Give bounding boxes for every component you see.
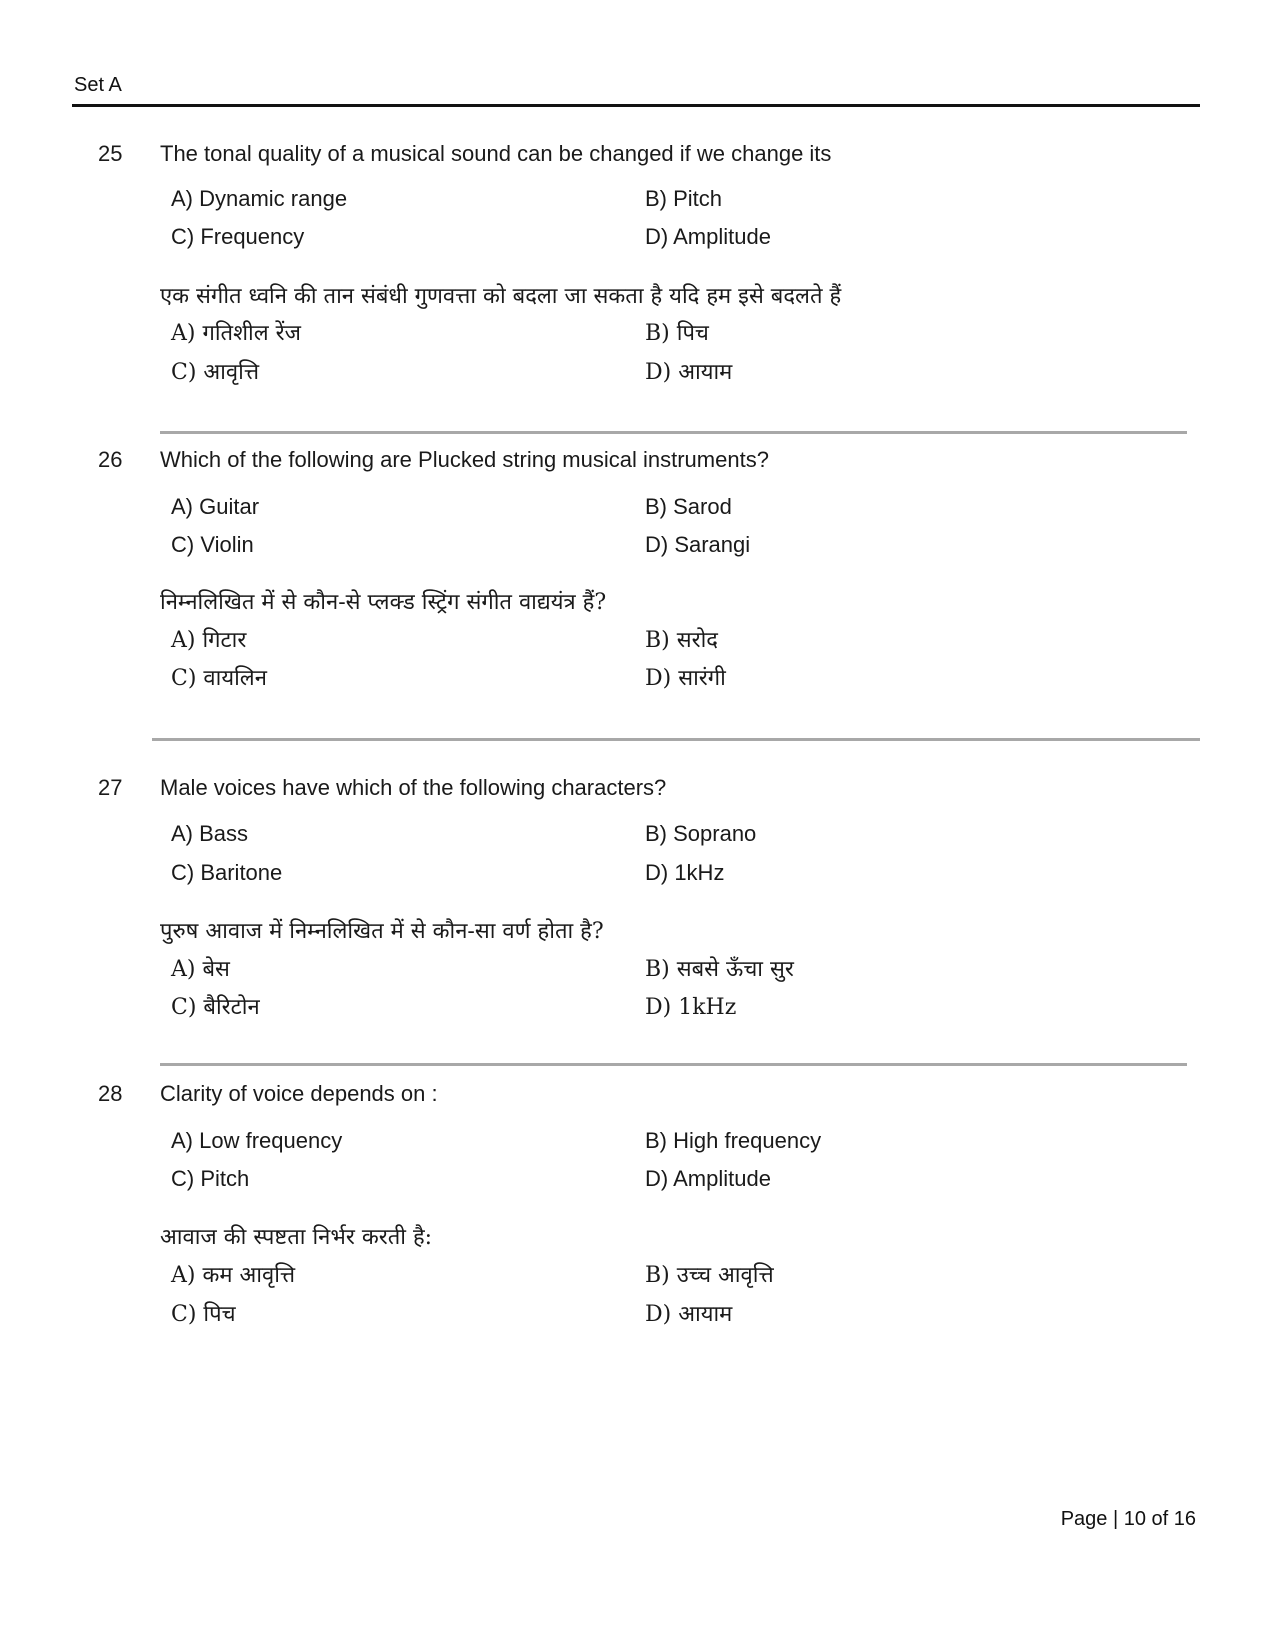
option-d-hi: D) 1kHz bbox=[645, 995, 737, 1020]
option-b-en: B) Sarod bbox=[645, 494, 732, 519]
option-d-en: D) Amplitude bbox=[645, 1166, 771, 1191]
option-d-hi: D) सारंगी bbox=[645, 666, 726, 691]
option-c-hi: C) आवृत्ति bbox=[171, 360, 260, 385]
question-text-en: Male voices have which of the following characters? bbox=[160, 775, 667, 800]
question-text-hi: आवाज की स्पष्टता निर्भर करती है: bbox=[160, 1225, 433, 1250]
option-c-hi: C) पिच bbox=[171, 1302, 236, 1327]
option-b-hi: B) सरोद bbox=[645, 628, 718, 653]
question-number: 27 bbox=[98, 775, 123, 800]
option-c-en: C) Baritone bbox=[171, 860, 283, 885]
option-c-hi: C) वायलिन bbox=[171, 666, 267, 691]
option-a-hi: A) गतिशील रेंज bbox=[171, 321, 301, 346]
option-b-hi: B) उच्च आवृत्ति bbox=[645, 1263, 774, 1288]
option-a-en: A) Bass bbox=[171, 821, 249, 846]
question-number: 25 bbox=[98, 141, 123, 166]
option-b-hi: B) सबसे ऊँचा सुर bbox=[645, 957, 794, 982]
option-d-hi: D) आयाम bbox=[645, 360, 733, 385]
question-text-en: The tonal quality of a musical sound can be changed if we change its bbox=[160, 141, 832, 166]
option-d-en: D) Amplitude bbox=[645, 224, 771, 249]
option-d-hi: D) आयाम bbox=[645, 1302, 733, 1327]
question-text-hi: निम्नलिखित में से कौन-से प्लक्ड स्ट्रिंग संगीत वाद्ययंत्र हैं? bbox=[160, 590, 607, 615]
option-d-en: D) Sarangi bbox=[645, 532, 751, 557]
option-b-hi: B) पिच bbox=[645, 321, 709, 346]
option-a-hi: A) बेस bbox=[171, 957, 230, 982]
question-separator bbox=[160, 1063, 1187, 1066]
option-a-en: A) Guitar bbox=[171, 494, 260, 519]
option-a-en: A) Dynamic range bbox=[171, 186, 348, 211]
option-c-en: C) Pitch bbox=[171, 1166, 250, 1191]
option-b-en: B) High frequency bbox=[645, 1128, 822, 1153]
page-number: Page | 10 of 16 bbox=[1060, 1508, 1196, 1530]
option-d-en: D) 1kHz bbox=[645, 860, 725, 885]
option-c-en: C) Violin bbox=[171, 532, 254, 557]
option-b-en: B) Soprano bbox=[645, 821, 757, 846]
question-number: 28 bbox=[98, 1081, 123, 1106]
question-separator bbox=[152, 738, 1200, 741]
question-separator bbox=[160, 431, 1187, 434]
option-a-en: A) Low frequency bbox=[171, 1128, 343, 1153]
question-text-en: Which of the following are Plucked string musical instruments? bbox=[160, 447, 769, 472]
option-b-en: B) Pitch bbox=[645, 186, 723, 211]
option-c-hi: C) बैरिटोन bbox=[171, 995, 260, 1020]
question-number: 26 bbox=[98, 447, 123, 472]
question-text-hi: एक संगीत ध्वनि की तान संबंधी गुणवत्ता को बदला जा सकता है यदि हम इसे बदलते हैं bbox=[160, 284, 842, 309]
option-a-hi: A) गिटार bbox=[171, 628, 247, 653]
header-rule bbox=[72, 104, 1200, 107]
option-a-hi: A) कम आवृत्ति bbox=[171, 1263, 296, 1288]
set-label: Set A bbox=[74, 74, 122, 96]
option-c-en: C) Frequency bbox=[171, 224, 305, 249]
question-text-en: Clarity of voice depends on : bbox=[160, 1081, 438, 1106]
question-text-hi: पुरुष आवाज में निम्नलिखित में से कौन-सा वर्ण होता है? bbox=[160, 919, 604, 944]
